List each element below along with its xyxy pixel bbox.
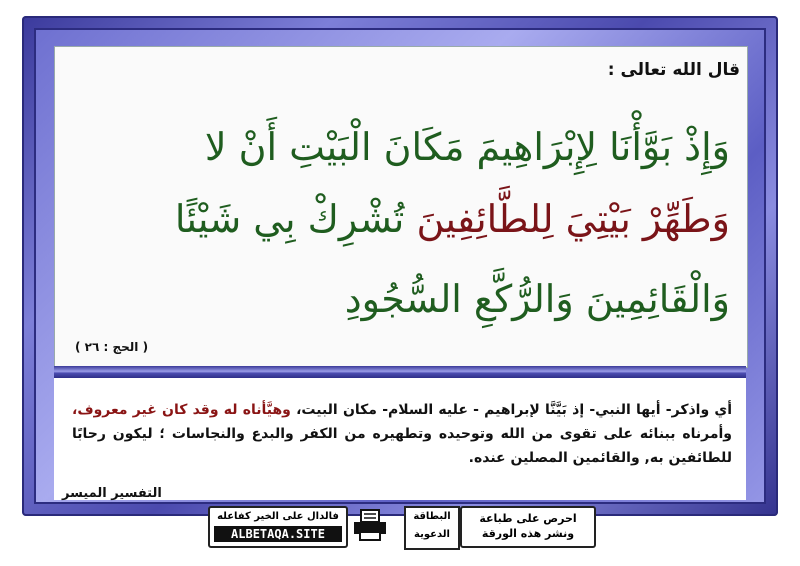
divider-bar xyxy=(54,366,746,378)
verse-reference: ( الحج : ٢٦ ) xyxy=(75,340,149,354)
tafsir-part-2: وهيَّأناه له وقد كان غير معروف، xyxy=(72,402,291,418)
tafsir-part-1: أي واذكر- أيها النبي- إذ بَيَّنَّا لإبراهيم - عليه السلام- مكان البيت، xyxy=(296,402,732,418)
verse-intro: قال الله تعالى : xyxy=(607,60,740,80)
logo-text: البطاقة الدعوية xyxy=(413,511,451,540)
printer-icon xyxy=(352,508,388,542)
print-reminder-line-2: ونشر هذه الورقة xyxy=(481,527,575,540)
website-tagline: فالدال على الخير كفاعله xyxy=(217,511,339,522)
website-box xyxy=(208,506,348,548)
verse-line-3: وَالْقَائِمِينَ وَالرُّكَّعِ السُّجُودِ xyxy=(344,277,730,321)
tafsir-text xyxy=(72,398,732,470)
verse-line-1: وَإِذْ بَوَّأْنَا لِإِبْرَاهِيمَ مَكَانَ الْبَيْتِ أَنْ لا xyxy=(204,125,730,169)
website-url: ALBETAQA.SITE xyxy=(214,526,342,542)
footer xyxy=(208,506,596,546)
tafsir-part-3: وأمرناه ببنائه على تقوى من الله وتوحيده وتطهيره من الكفر والبدع والنجاسات ؛ ليكون رحابًا للطائفين به, والقائمين المصلين عنده. xyxy=(72,426,732,466)
verse-line-2 xyxy=(70,197,730,241)
verse-line-2-green: تُشْرِكْ بِي شَيْئًا xyxy=(174,197,405,241)
logo xyxy=(404,506,460,550)
tafsir-source: التفسير الميسر xyxy=(62,486,162,501)
print-reminder-box xyxy=(460,506,596,548)
verse-line-2-red: وَطَهِّرْ بَيْتِيَ لِلطَّائِفِينَ xyxy=(416,197,730,241)
print-reminder-line-1: احرص على طباعة xyxy=(479,512,577,525)
